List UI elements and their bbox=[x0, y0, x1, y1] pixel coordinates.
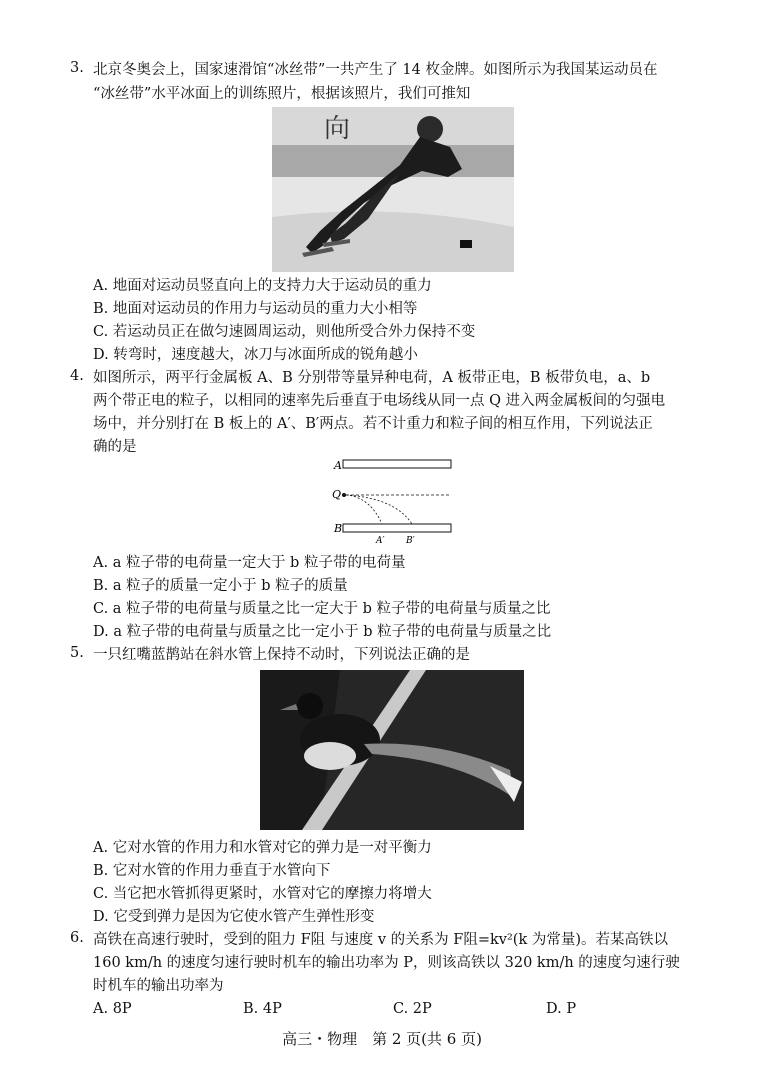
q3-number: 3. bbox=[70, 60, 84, 76]
q4-option-b[interactable]: B. a 粒子的质量一定小于 b 粒子的质量 bbox=[93, 578, 348, 594]
q3-option-d[interactable]: D. 转弯时，速度越大，冰刀与冰面所成的锐角越小 bbox=[93, 347, 418, 363]
q6-number: 6. bbox=[70, 930, 84, 946]
q6-option-d[interactable]: D. P bbox=[546, 1001, 577, 1017]
q5-option-b[interactable]: B. 它对水管的作用力垂直于水管向下 bbox=[93, 863, 331, 879]
q6-option-b[interactable]: B. 4P bbox=[243, 1001, 282, 1017]
q3-stem-line1: 北京冬奥会上，国家速滑馆“冰丝带”一共产生了 14 枚金牌。如图所示为我国某运动员在 bbox=[93, 62, 658, 78]
point-q bbox=[342, 493, 346, 497]
q4-option-a[interactable]: A. a 粒子带的电荷量一定大于 b 粒子带的电荷量 bbox=[93, 555, 406, 571]
q4-stem-line2: 两个带正电的粒子，以相同的速率先后垂直于电场线从同一点 Q 进入两金属板间的匀强电 bbox=[93, 393, 666, 409]
photo-sign-text: 向 bbox=[324, 114, 351, 144]
q4-stem-line3: 场中，并分别打在 B 板上的 A′、B′两点。若不计重力和粒子间的相互作用，下列说法正 bbox=[93, 416, 653, 432]
q3-stem-line2: “冰丝带”水平冰面上的训练照片，根据该照片，我们可推知 bbox=[93, 86, 471, 102]
q6-stem-line1: 高铁在高速行驶时，受到的阻力 F阻 与速度 v 的关系为 F阻=kv²(k 为常量)。若某高铁以 bbox=[93, 932, 669, 948]
q3-option-b[interactable]: B. 地面对运动员的作用力与运动员的重力大小相等 bbox=[93, 301, 418, 317]
q4-stem-line4: 确的是 bbox=[93, 439, 137, 455]
speed-skater-photo bbox=[272, 107, 514, 272]
q4-option-c[interactable]: C. a 粒子带的电荷量与质量之比一定大于 b 粒子带的电荷量与质量之比 bbox=[93, 601, 551, 617]
q6-stem-line2: 160 km/h 的速度匀速行驶时机车的输出功率为 P，则该高铁以 320 km/h 的速度匀速行驶 bbox=[93, 955, 680, 971]
trajectory-b bbox=[346, 495, 412, 524]
q4-stem-line1: 如图所示，两平行金属板 A、B 分别带等量异种电荷，A 板带正电，B 板带负电，a、b bbox=[93, 370, 651, 386]
capacitor-diagram bbox=[320, 452, 470, 546]
plate-a-label: A bbox=[334, 459, 342, 472]
q4-option-d[interactable]: D. a 粒子带的电荷量与质量之比一定小于 b 粒子带的电荷量与质量之比 bbox=[93, 624, 552, 640]
blue-magpie-photo bbox=[260, 670, 524, 830]
q5-option-d[interactable]: D. 它受到弹力是因为它使水管产生弹性形变 bbox=[93, 909, 375, 925]
q3-option-c[interactable]: C. 若运动员正在做匀速圆周运动，则他所受合外力保持不变 bbox=[93, 324, 476, 340]
plate-b-label: B bbox=[334, 522, 343, 535]
plate-b bbox=[343, 524, 451, 532]
q5-number: 5. bbox=[70, 645, 84, 661]
trajectory-a bbox=[346, 495, 382, 524]
plate-a bbox=[343, 460, 451, 468]
q6-option-a[interactable]: A. 8P bbox=[93, 1001, 132, 1017]
page-footer: 高三・物理 第 2 页(共 6 页) bbox=[282, 1030, 482, 1048]
q5-stem-line1: 一只红嘴蓝鹊站在斜水管上保持不动时，下列说法正确的是 bbox=[93, 647, 470, 663]
q4-number: 4. bbox=[70, 368, 84, 384]
q6-stem-line3: 时机车的输出功率为 bbox=[93, 978, 224, 994]
q5-option-c[interactable]: C. 当它把水管抓得更紧时，水管对它的摩擦力将增大 bbox=[93, 886, 432, 902]
q5-option-a[interactable]: A. 它对水管的作用力和水管对它的弹力是一对平衡力 bbox=[93, 840, 432, 856]
point-q-label: Q bbox=[332, 488, 342, 501]
q6-option-c[interactable]: C. 2P bbox=[393, 1001, 432, 1017]
point-b-prime-label: B′ bbox=[406, 536, 415, 546]
q3-option-a[interactable]: A. 地面对运动员竖直向上的支持力大于运动员的重力 bbox=[93, 278, 432, 294]
point-a-prime-label: A′ bbox=[376, 536, 385, 546]
